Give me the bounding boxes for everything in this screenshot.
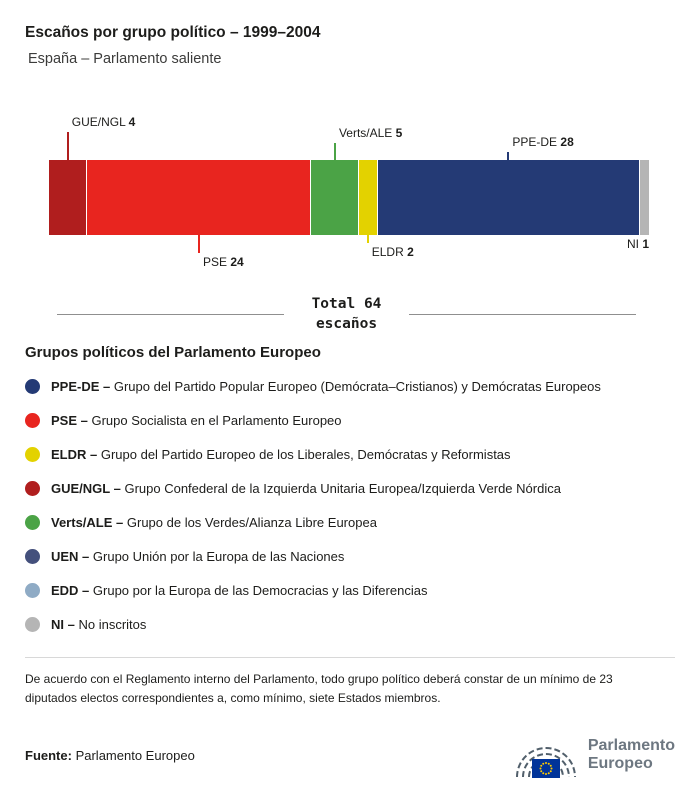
legend-dot-eldr [25,447,40,462]
callout-line-ppe-de [507,152,509,160]
total-seats-label [284,295,410,334]
parlamento-europeo-logo [513,731,675,779]
segment-label-pse: PSE 24 [203,255,244,269]
legend-item-eldr [0,437,700,471]
legend-dot-gue-ngl [25,481,40,496]
legend-item-uen [0,539,700,573]
legend-dot-ni [25,617,40,632]
logo-wordmark [588,737,675,773]
bar-segment-pse [87,160,310,235]
callout-line-pse [198,235,200,253]
legend-heading: Grupos políticos del Parlamento Europeo [25,344,321,362]
legend-item-edd [0,573,700,607]
total-line2: escaños [315,315,378,332]
legend-dot-pse [25,413,40,428]
legend [0,369,700,641]
source-value: Parlamento Europeo [75,747,195,763]
segment-label-verts-ale: Verts/ALE 5 [338,126,403,140]
stacked-bar [49,160,649,235]
legend-label-verts-ale: Verts/ALE – Grupo de los Verdes/Alianza Libre Europea [51,514,377,530]
bar-segment-verts-ale [311,160,357,235]
page-subtitle: España – Parlamento saliente [28,51,222,67]
legend-label-ppe-de: PPE-DE – Grupo del Partido Popular Europeo (Demócrata–Cristianos) y Demócratas Europeos [51,378,601,394]
logo-line1: Parlamento [587,737,675,755]
legend-dot-uen [25,549,40,564]
legend-label-eldr: ELDR – Grupo del Partido Europeo de los Liberales, Demócratas y Reformistas [51,446,511,462]
segment-label-gue-ngl: GUE/NGL 4 [71,115,136,129]
page-title: Escaños por grupo político – 1999–2004 [25,24,321,41]
total-divider [57,295,636,334]
legend-label-gue-ngl: GUE/NGL – Grupo Confederal de la Izquierda Unitaria Europea/Izquierda Verde Nórdica [51,480,561,496]
legend-dot-ppe-de [25,379,40,394]
bar-segment-gue-ngl [49,160,86,235]
callout-line-gue-ngl [67,132,69,160]
footnote: De acuerdo con el Reglamento interno del Parlamento, todo grupo político deberá constar de un mínimo de 23 diputados electos correspondientes a, como mínimo, siete Estados miembros. [25,672,613,705]
logo-line2: Europeo [587,755,653,773]
legend-dot-verts-ale [25,515,40,530]
legend-item-verts-ale [0,505,700,539]
segment-label-ni: NI 1 [626,237,649,251]
legend-item-pse [0,403,700,437]
divider-line-left [57,314,284,315]
segment-label-ppe-de: PPE-DE 28 [512,135,574,149]
bar-segment-ppe-de [378,160,638,235]
legend-item-ni [0,607,700,641]
segment-label-eldr: ELDR 2 [371,245,414,259]
legend-label-edd: EDD – Grupo por la Europa de las Democracias y las Diferencias [51,582,428,598]
bar-segment-ni [640,160,649,235]
total-line1: Total 64 [311,296,382,312]
legend-label-pse: PSE – Grupo Socialista en el Parlamento Europeo [51,412,342,428]
callout-line-verts-ale [334,143,336,160]
bar-segment-eldr [359,160,378,235]
source-row [25,731,675,779]
footer-divider [25,657,675,658]
legend-label-uen: UEN – Grupo Unión por la Europa de las Naciones [51,548,345,564]
divider-line-right [409,314,636,315]
seats-stacked-bar-chart [0,113,700,275]
source-label: Fuente: [25,747,72,763]
hemicycle-eu-flag-icon [513,731,579,779]
legend-dot-edd [25,583,40,598]
callout-line-eldr [367,235,369,243]
legend-item-gue-ngl [0,471,700,505]
source-text [25,748,195,763]
legend-label-ni: NI – No inscritos [51,616,147,632]
legend-item-ppe-de [0,369,700,403]
